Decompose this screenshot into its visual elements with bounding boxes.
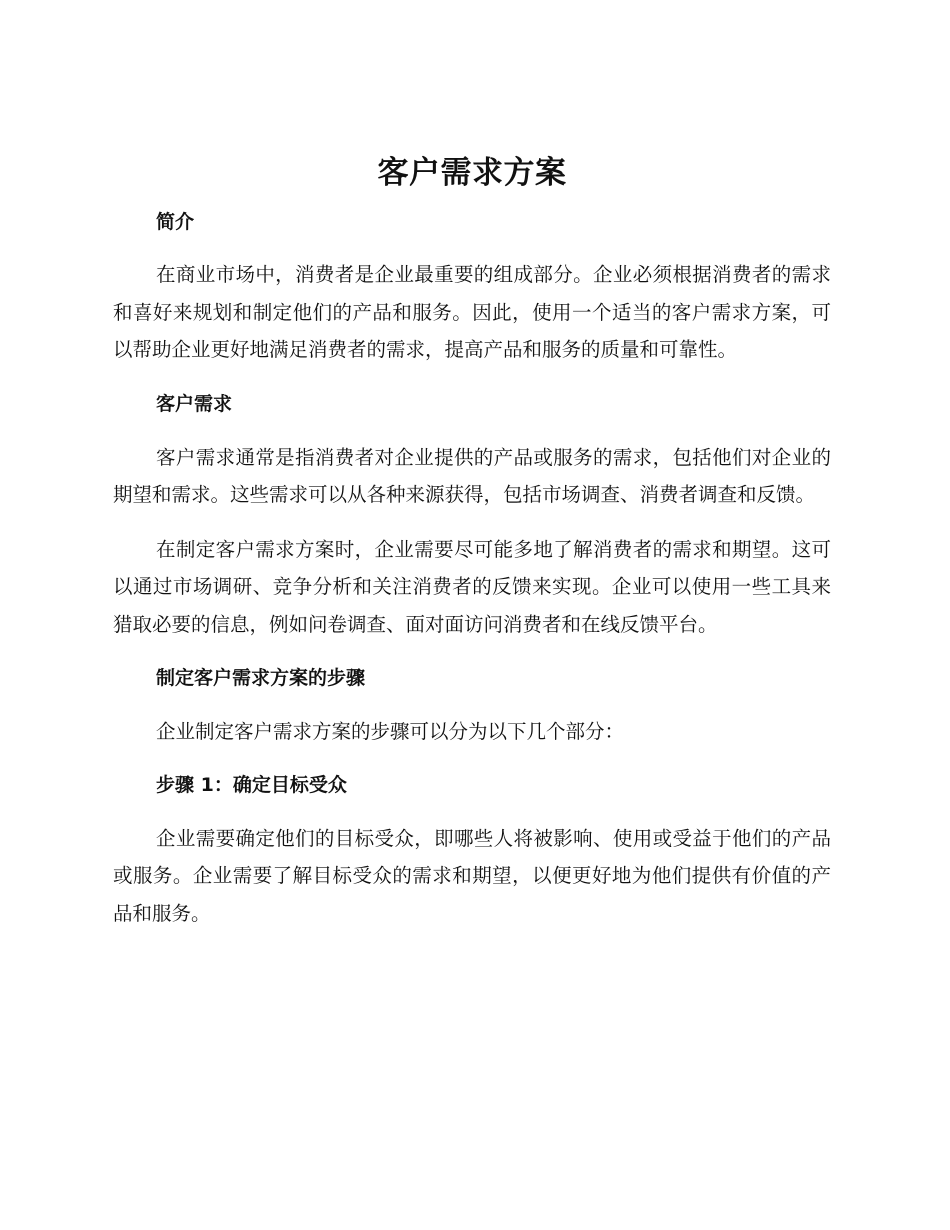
intro-paragraph: 在商业市场中，消费者是企业最重要的组成部分。企业必须根据消费者的需求和喜好来规划和制定他们的产品和服务。因此，使用一个适当的客户需求方案，可以帮助企业更好地满足消费者的需求，提高产品和服务的质量和可靠性。 xyxy=(113,263,831,361)
document-body xyxy=(113,148,831,932)
customer-needs-paragraph-2: 在制定客户需求方案时，企业需要尽可能多地了解消费者的需求和期望。这可以通过市场调研、竞争分析和关注消费者的反馈来实现。企业可以使用一些工具来猎取必要的信息，例如问卷调查、面对面访问消费者和在线反馈平台。 xyxy=(113,537,831,636)
steps-paragraph: 企业制定客户需求方案的步骤可以分为以下几个部分： xyxy=(156,720,625,743)
document-title: 客户需求方案 xyxy=(377,155,567,191)
step-1-paragraph: 企业需要确定他们的目标受众，即哪些人将被影响、使用或受益于他们的产品或服务。企业需要了解目标受众的需求和期望，以便更好地为他们提供有价值的产品和服务。 xyxy=(113,826,831,925)
section-heading-intro: 简介 xyxy=(156,211,195,233)
customer-needs-paragraph-1: 客户需求通常是指消费者对企业提供的产品或服务的需求，包括他们对企业的期望和需求。这些需求可以从各种来源获得，包括市场调查、消费者调查和反馈。 xyxy=(113,445,831,506)
section-heading-step-1: 步骤 1：确定目标受众 xyxy=(156,773,347,796)
section-heading-steps: 制定客户需求方案的步骤 xyxy=(156,667,366,689)
section-heading-customer-needs: 客户需求 xyxy=(156,392,233,415)
